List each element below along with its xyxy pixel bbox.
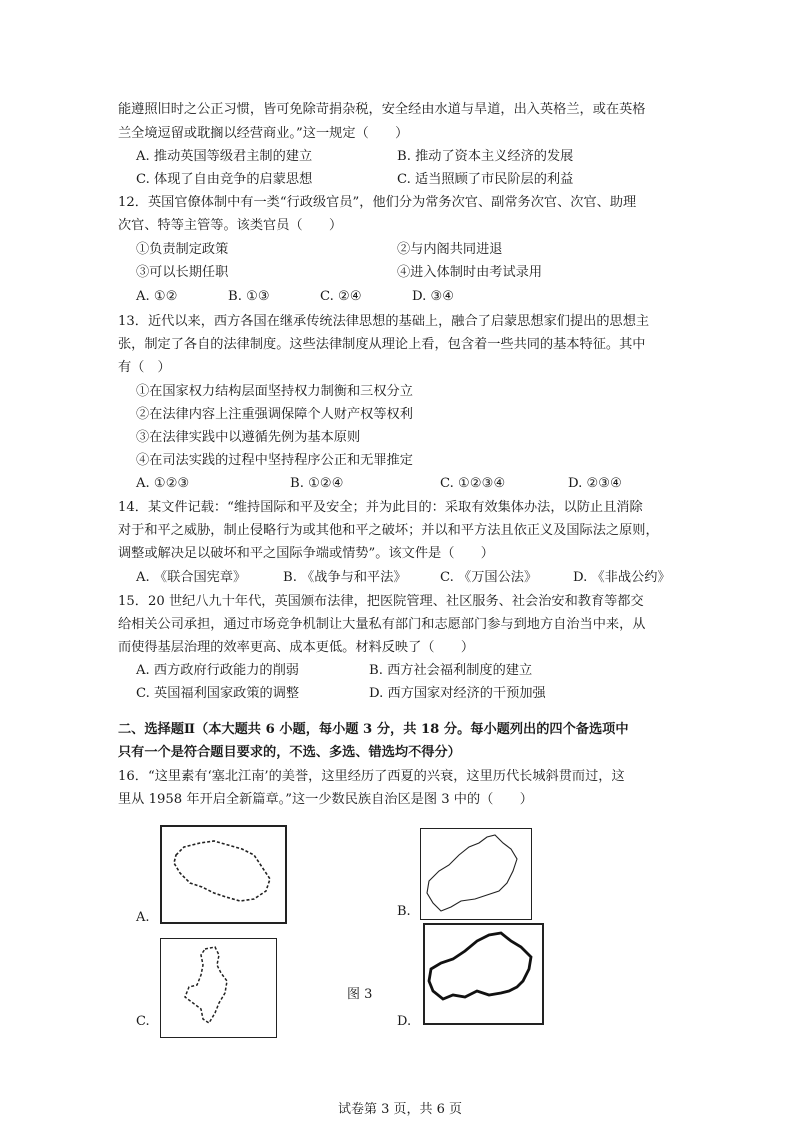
- q12-statement-1: ①负责制定政策: [136, 242, 229, 257]
- q14-option-c[interactable]: C. 《万国公法》: [440, 570, 538, 585]
- q13-text-line-1: 13．近代以来，西方各国在继承传统法律思想的基础上，融合了启蒙思想家们提出的思想主: [118, 314, 650, 329]
- q16-text-line-1: 16．“这里素有‘塞北江南’的美誉，这里经历了西夏的兴衰，这里历代长城斜贯而过，这: [118, 769, 625, 784]
- q13-option-d[interactable]: D. ②③④: [568, 476, 622, 491]
- q16-text-line-2: 里从 1958 年开启全新篇章。”这一少数民族自治区是图 3 中的（ ）: [118, 792, 533, 807]
- q12-option-c[interactable]: C. ②④: [320, 289, 362, 304]
- q11-option-b[interactable]: B. 推动了资本主义经济的发展: [397, 149, 574, 164]
- q14-option-a[interactable]: A. 《联合国宪章》: [136, 570, 247, 585]
- q11-option-a[interactable]: A. 推动英国等级君主制的建立: [136, 149, 313, 164]
- map-c[interactable]: [160, 938, 277, 1038]
- map-c-outline: [161, 939, 276, 1037]
- q13-option-b[interactable]: B. ①②④: [290, 476, 344, 491]
- q11-option-c[interactable]: C. 体现了自由竞争的启蒙思想: [136, 172, 313, 187]
- q12-statement-4: ④进入体制时由考试录用: [397, 265, 543, 280]
- q14-text-line-1: 14．某文件记载：“维持国际和平及安全；并为此目的：采取有效集体办法，以防止且消除: [118, 500, 643, 515]
- q13-statement-4: ④在司法实践的过程中坚持程序公正和无罪推定: [136, 453, 413, 468]
- q15-option-b[interactable]: B. 西方社会福利制度的建立: [369, 663, 533, 678]
- q11-text-line-2: 兰全境逗留或耽搁以经营商业。”这一规定（ ）: [118, 126, 409, 141]
- map-b[interactable]: [420, 828, 532, 920]
- q11-text-line-1: 能遵照旧时之公正习惯，皆可免除苛捐杂税，安全经由水道与旱道，出入英格兰，或在英格: [118, 102, 646, 117]
- q14-option-b[interactable]: B. 《战争与和平法》: [283, 570, 407, 585]
- q14-text-line-3: 调整或解决足以破坏和平之国际争端或情势”。该文件是（ ）: [118, 546, 494, 561]
- q14-option-d[interactable]: D. 《非战公约》: [573, 570, 671, 585]
- q13-text-line-3: 有（ ）: [118, 360, 171, 375]
- q13-option-c[interactable]: C. ①②③④: [440, 476, 506, 491]
- q15-text-line-2: 给相关公司承担，通过市场竞争机制让大量私有部门和志愿部门参与到地方自治当中来，从: [118, 617, 646, 632]
- map-a[interactable]: [160, 825, 287, 924]
- section-2-heading-line-1: 二、选择题Ⅱ（本大题共 6 小题，每小题 3 分，共 18 分。每小题列出的四个备选项中: [118, 722, 629, 737]
- q12-text-line-1: 12．英国官僚体制中有一类“行政级官员”，他们分为常务次官、副常务次官、次官、助理: [118, 195, 637, 210]
- q12-option-a[interactable]: A. ①②: [136, 289, 178, 304]
- q15-text-line-1: 15．20 世纪八九十年代，英国颁布法律，把医院管理、社区服务、社会治安和教育等都交: [118, 594, 644, 609]
- q15-text-line-3: 而使得基层治理的效率更高、成本更低。材料反映了（ ）: [118, 640, 475, 655]
- q11-option-d[interactable]: C. 适当照顾了市民阶层的利益: [397, 172, 574, 187]
- page-footer: 试卷第 3 页，共 6 页: [337, 1102, 463, 1117]
- q13-option-a[interactable]: A. ①②③: [136, 476, 190, 491]
- map-d-outline: [425, 925, 542, 1023]
- q13-statement-1: ①在国家权力结构层面坚持权力制衡和三权分立: [136, 384, 413, 399]
- map-a-label: A.: [136, 910, 150, 925]
- figure-caption: 图 3: [347, 987, 373, 1002]
- section-2-heading-line-2: 只有一个是符合题目要求的，不选、多选、错选均不得分）: [118, 745, 461, 760]
- map-d-label: D.: [397, 1014, 412, 1029]
- map-b-outline: [421, 829, 531, 919]
- q12-statement-3: ③可以长期任职: [136, 265, 229, 280]
- q15-option-d[interactable]: D. 西方国家对经济的干预加强: [369, 686, 546, 701]
- q13-statement-3: ③在法律实践中以遵循先例为基本原则: [136, 430, 361, 445]
- q12-option-d[interactable]: D. ③④: [412, 289, 455, 304]
- q13-statement-2: ②在法律内容上注重强调保障个人财产权等权利: [136, 407, 413, 422]
- q13-text-line-2: 张，制定了各自的法律制度。这些法律制度从理论上看，包含着一些共同的基本特征。其中: [118, 337, 646, 352]
- map-a-outline: [162, 827, 285, 922]
- q15-option-a[interactable]: A. 西方政府行政能力的削弱: [136, 663, 299, 678]
- q15-option-c[interactable]: C. 英国福利国家政策的调整: [136, 686, 300, 701]
- q12-option-b[interactable]: B. ①③: [228, 289, 270, 304]
- q14-text-line-2: 对于和平之威胁，制止侵略行为或其他和平之破坏；并以和平方法且依正义及国际法之原则，: [118, 523, 659, 538]
- q12-statement-2: ②与内阁共同进退: [397, 242, 503, 257]
- map-b-label: B.: [397, 904, 411, 919]
- map-c-label: C.: [136, 1014, 150, 1029]
- map-d[interactable]: [423, 923, 544, 1025]
- q12-text-line-2: 次官、特等主管等。该类官员（ ）: [118, 218, 343, 233]
